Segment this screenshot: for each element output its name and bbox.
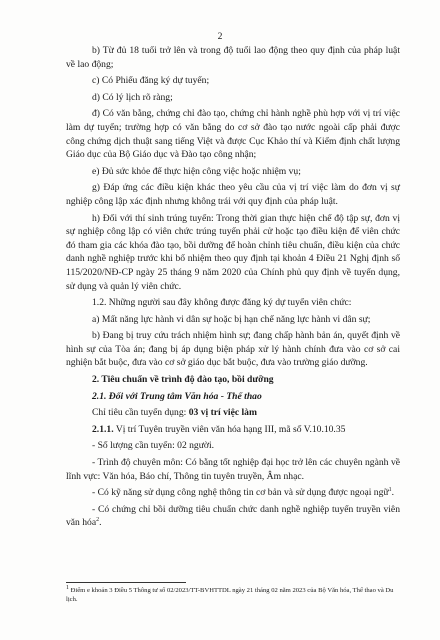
- section-heading-2-1: 2.1. Đối với Trung tâm Văn hóa - Thể thao: [92, 390, 262, 402]
- footnote-divider: [66, 582, 186, 583]
- paragraph-certificate: [66, 503, 400, 530]
- footnote-text: Điểm e khoản 3 Điều 5 Thông tư số 02/2023/TT-BVHTTDL ngày 21 tháng 02 năm 2023 của Bộ Văn hóa, Thể thao và Du lịch.: [66, 587, 394, 603]
- section-heading-2: 2. Tiêu chuẩn về trình độ đào tạo, bồi dưỡng: [92, 374, 274, 386]
- document-body: [66, 44, 400, 533]
- paragraph-d-background: d) Có lý lịch rõ ràng;: [92, 91, 173, 103]
- paragraph-b-age: b) Từ đủ 18 tuổi trở lên và trong độ tuổi lao động theo quy định của pháp luật về lao động;: [66, 45, 400, 70]
- paragraph-h-probation: h) Đối với thí sinh trúng tuyển: Trong thời gian thực hiện chế độ tập sự, đơn vị sự nghiệp công lập có viên chức trúng tuyển phải cử hoặc tạo điều kiện để viên chức đó tham gia các khóa đào tạo, bồi dưỡng để hoàn chỉnh tiêu chuẩn, điều kiện của chức danh nghề nghiệp trước khi bổ nhiệm theo quy định tại khoản 4 Điều 21 Nghị định số 115/2020/NĐ-CP ngày 25 tháng 9 năm 2020 của Chính phủ quy định về tuyển dụng, sử dụng và quản lý viên chức.: [66, 212, 400, 292]
- section-heading-2-1-1: [66, 423, 400, 437]
- paragraph-1-2-ineligible: 1.2. Những người sau đây không được đăng ký dự tuyển viên chức:: [92, 297, 352, 309]
- paragraph-it-skills: [66, 486, 400, 500]
- paragraph-a-capacity: a) Mất năng lực hành vi dân sự hoặc bị hạn chế năng lực hành vi dân sự;: [92, 313, 371, 325]
- section-number-2-1-1: 2.1.1.: [92, 423, 114, 435]
- quota-prefix: Chỉ tiêu cần tuyển dụng:: [92, 407, 189, 419]
- paragraph-b-criminal: b) Đang bị truy cứu trách nhiệm hình sự; đang chấp hành bản án, quyết định về hình sự của Tòa án; đang bị áp dụng biện pháp xử lý hành chính đưa vào cơ sở cai nghiện bắt buộc, đưa vào cơ sở giáo dục bắt buộc, đưa vào trường giáo dưỡng.: [66, 330, 400, 369]
- footnote: [66, 586, 400, 604]
- certificate-text: - Có chứng chỉ bồi dưỡng tiêu chuẩn chức danh nghề nghiệp tuyển truyền viên văn hóa: [66, 503, 400, 529]
- paragraph-qualification: - Trình độ chuyên môn: Có bằng tốt nghiệp đại học trở lên các chuyên ngành về lĩnh vực: Văn hóa, Báo chí, Thông tin tuyên truyền, Âm nhạc.: [66, 457, 400, 482]
- page-number: 2: [217, 31, 223, 42]
- paragraph-g-conditions: g) Đáp ứng các điều kiện khác theo yêu cầu của vị trí việc làm do đơn vị sự nghiệp công lập xác định nhưng không trái với quy định của pháp luật.: [66, 182, 400, 207]
- paragraph-c-registration: c) Có Phiếu đăng ký dự tuyển;: [92, 75, 210, 87]
- footnote-marker: 1: [66, 584, 69, 591]
- quota-line: [66, 406, 400, 420]
- period: .: [99, 517, 102, 529]
- section-title-2-1-1: Vị trí Tuyên truyền viên văn hóa hạng III, mã số V.10.10.35: [113, 423, 346, 435]
- footnote-ref-2: 2: [96, 517, 100, 524]
- it-skills-text: - Có kỹ năng sử dụng công nghệ thông tin cơ bản và sử dụng được ngoại ngữ: [92, 487, 389, 499]
- period: .: [391, 487, 395, 499]
- paragraph-dd-degrees: đ) Có văn bằng, chứng chỉ đào tạo, chứng chỉ hành nghề phù hợp với vị trí việc làm dự tuyển; trường hợp có văn bằng do cơ sở đào tạo nước ngoài cấp phải được công chứng dịch thuật sang tiếng Việt và được Cục Khảo thí và Kiểm định chất lượng Giáo dục của Bộ Giáo dục và Đào tạo công nhận;: [66, 108, 400, 161]
- quota-value: 03 vị trí việc làm: [188, 407, 257, 419]
- footnote-ref-1: 1: [388, 487, 392, 494]
- paragraph-headcount: - Số lượng cần tuyển: 02 người.: [92, 440, 215, 452]
- paragraph-e-health: e) Đủ sức khỏe để thực hiện công việc hoặc nhiệm vụ;: [92, 165, 301, 177]
